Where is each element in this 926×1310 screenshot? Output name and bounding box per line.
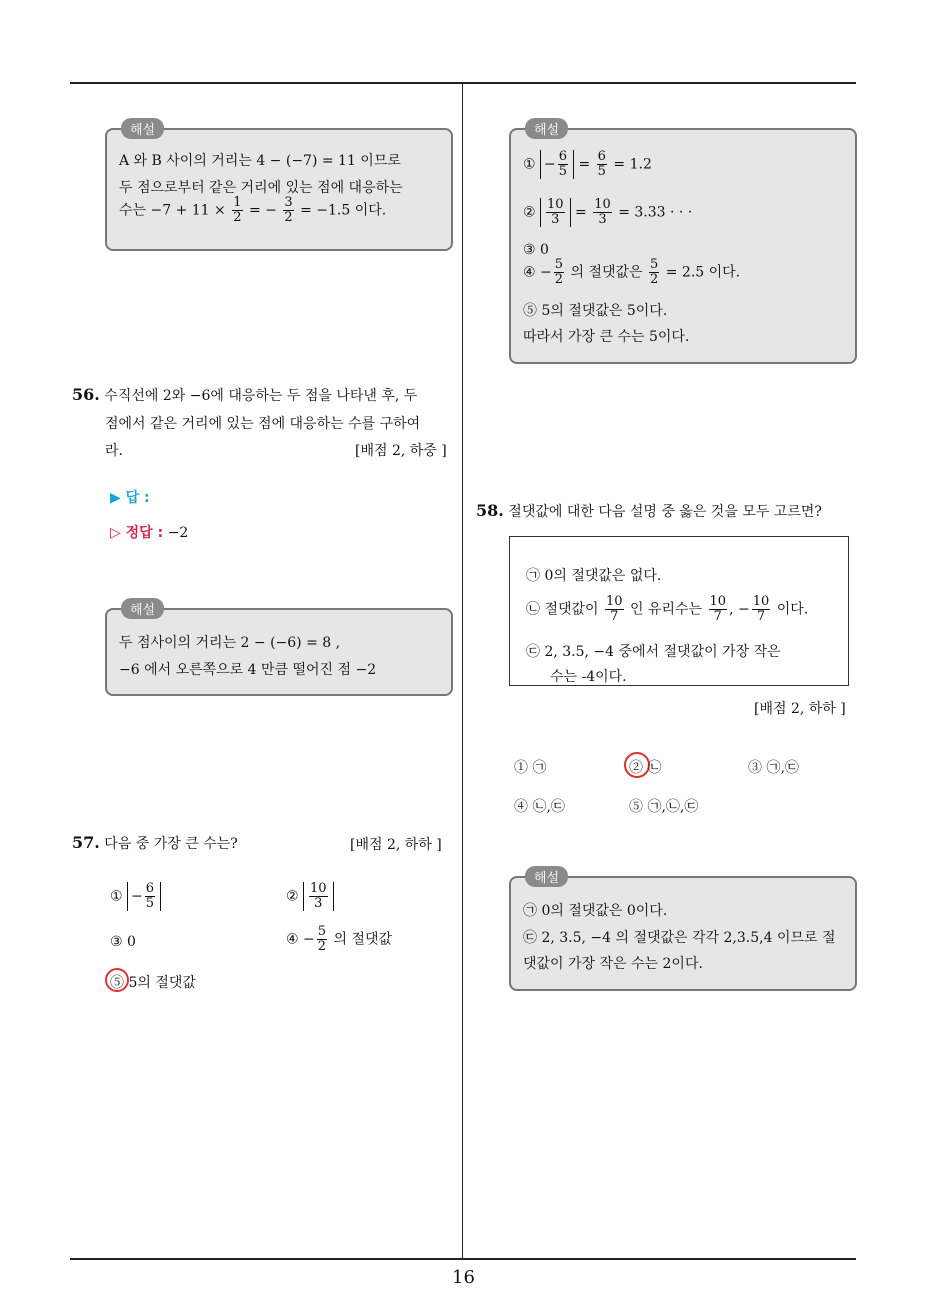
statement-1: ㉠ 0의 절댓값은 없다. <box>526 568 662 584</box>
explanation-line: 두 점으로부터 같은 거리에 있는 점에 대응하는 <box>119 180 403 196</box>
answer-label-56: ▶ 답 : <box>110 490 150 506</box>
option-58-1: ① ㉠ <box>514 760 547 776</box>
explanation-box-55 <box>105 123 453 251</box>
explanation-line: 댓값이 가장 작은 수는 2이다. <box>523 956 703 972</box>
explanation-line: ① − $\frac{6}{5}$ = $\frac{6}{5}$ = 1.2 <box>523 149 652 179</box>
explanation-tag: 해설 <box>121 598 164 619</box>
statements-box-58 <box>509 536 849 686</box>
correct-answer-56: ▷ 정답 : −2 <box>110 525 189 541</box>
explanation-line: ② $\frac{10}{3}$ = $\frac{10}{3}$ = 3.33 · · · <box>523 197 693 227</box>
explanation-box-57 <box>509 123 857 364</box>
option-58-3: ③ ㉠,㉢ <box>748 760 799 776</box>
score-56: [배점 2, 하중 ] <box>355 443 447 459</box>
top-rule <box>70 82 856 84</box>
explanation-line: 두 점사이의 거리는 2 − (−6) = 8 , <box>119 635 341 651</box>
option-57-4: ④ − $\frac{5}{2}$ 의 절댓값 <box>286 924 393 954</box>
question-56-line3: 라. <box>105 443 123 459</box>
explanation-line: 수는 −7 + 11 × $\frac{1}{2}$ = − $\frac{3}{2}$ = −1.5 이다. <box>119 195 387 225</box>
option-57-5: ⑤ 5의 절댓값 <box>110 975 196 991</box>
page-number: 16 <box>452 1267 475 1288</box>
explanation-tag: 해설 <box>121 118 164 139</box>
explanation-tag: 해설 <box>525 866 568 887</box>
option-58-2: ② ㉡ <box>629 760 662 776</box>
column-divider <box>462 84 463 1258</box>
explanation-line: ㉢ 2, 3.5, −4 의 절댓값은 각각 2,3.5,4 이므로 절 <box>523 930 836 946</box>
question-57: 57. 다음 중 가장 큰 수는? <box>72 833 238 852</box>
question-56: 56. 수직선에 2와 −6에 대응하는 두 점을 나타낸 후, 두 <box>72 385 418 404</box>
explanation-box-58 <box>509 871 857 991</box>
explanation-box-56 <box>105 603 453 696</box>
option-57-3: ③ 0 <box>110 934 136 950</box>
score-58: [배점 2, 하하 ] <box>754 701 846 717</box>
bottom-rule <box>70 1258 856 1260</box>
option-57-2: ② $\frac{10}{3}$ <box>286 882 334 911</box>
explanation-line: ③ 0 <box>523 242 549 258</box>
score-57: [배점 2, 하하 ] <box>350 837 442 853</box>
statement-3-cont: 수는 -4이다. <box>550 669 627 685</box>
question-56-line2: 점에서 같은 거리에 있는 점에 대응하는 수를 구하여 <box>105 416 421 432</box>
statement-3: ㉢ 2, 3.5, −4 중에서 절댓값이 가장 작은 <box>526 644 781 660</box>
explanation-line: 따라서 가장 큰 수는 5이다. <box>523 329 690 345</box>
explanation-tag: 해설 <box>525 118 568 139</box>
explanation-line: ㉠ 0의 절댓값은 0이다. <box>523 903 668 919</box>
explanation-line: −6 에서 오른쪽으로 4 만큼 떨어진 점 −2 <box>119 662 377 678</box>
option-58-5: ⑤ ㉠,㉡,㉢ <box>629 799 699 815</box>
explanation-line: A 와 B 사이의 거리는 4 − (−7) = 11 이므로 <box>119 153 401 169</box>
statement-2: ㉡ 절댓값이 $\frac{10}{7}$ 인 유리수는 $\frac{10}{7}$ , − $\frac{10}{7}$ 이다. <box>526 594 809 624</box>
option-57-1: ① − $\frac{6}{5}$ <box>110 882 161 911</box>
question-58: 58. 절댓값에 대한 다음 설명 중 옳은 것을 모두 고르면? <box>476 501 822 520</box>
explanation-line: ④ − $\frac{5}{2}$ 의 절댓값은 $\frac{5}{2}$ = 2.5 이다. <box>523 257 741 287</box>
explanation-line: ⑤ 5의 절댓값은 5이다. <box>523 303 668 319</box>
option-58-4: ④ ㉡,㉢ <box>514 799 565 815</box>
